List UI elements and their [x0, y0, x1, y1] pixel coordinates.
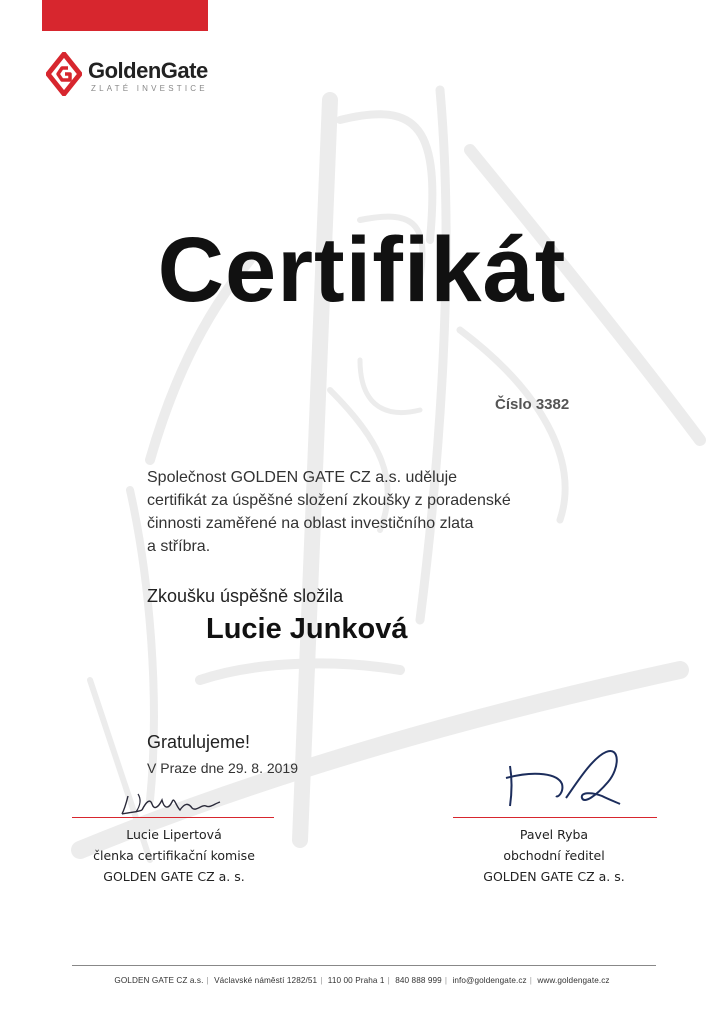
congratulation: Gratulujeme!	[147, 732, 251, 752]
footer-email: info@goldengate.cz	[452, 976, 527, 985]
signatory-name: Pavel Ryba	[519, 827, 589, 842]
signatory-company: GOLDEN GATE CZ a. s.	[103, 869, 245, 884]
statement-line: a stříbra.	[147, 538, 211, 555]
recipient-name: Lucie Junková	[206, 613, 408, 645]
footer-address: Václavské náměstí 1282/51	[214, 976, 318, 985]
statement-line: certifikát za úspěšné složení zkoušky z poradenské	[147, 492, 511, 509]
signatory-left	[64, 824, 284, 887]
signatory-role: členka certifikační komise	[93, 848, 255, 863]
logo-wordmark: GoldenGate	[88, 58, 208, 83]
signature-left	[118, 790, 228, 818]
signatory-right	[444, 824, 664, 887]
logo-tagline: ZLATÉ INVESTICE	[91, 84, 208, 93]
certificate-statement	[147, 466, 567, 558]
passed-label: Zkoušku úspěšně složila	[147, 586, 344, 606]
footer-phone: 840 888 999	[395, 976, 442, 985]
footer-contact: GOLDEN GATE CZ a.s. | Václavské náměstí 1282/51 | 110 00 Praha 1 | 840 888 999 | info@goldengate.cz | www.goldengate.cz	[114, 976, 610, 985]
certificate-title: Certifikát	[157, 219, 567, 321]
brand-color-bar	[42, 0, 208, 31]
certificate-number: Číslo 3382	[495, 396, 570, 413]
signatory-company: GOLDEN GATE CZ a. s.	[483, 869, 625, 884]
footer-city: 110 00 Praha 1	[327, 976, 385, 985]
statement-line: činnosti zaměřené na oblast investičního zlata	[147, 515, 474, 532]
footer-company: GOLDEN GATE CZ a.s.	[114, 976, 204, 985]
signatory-name: Lucie Lipertová	[126, 827, 222, 842]
signature-right	[496, 748, 626, 810]
statement-line: Společnost GOLDEN GATE CZ a.s. uděluje	[147, 469, 458, 486]
signatory-role: obchodní ředitel	[503, 848, 605, 863]
footer-website: www.goldengate.cz	[537, 976, 610, 985]
signature-line-left	[72, 817, 274, 818]
place-and-date: V Praze dne 29. 8. 2019	[147, 760, 298, 776]
signature-line-right	[453, 817, 657, 818]
footer-divider	[72, 965, 656, 966]
